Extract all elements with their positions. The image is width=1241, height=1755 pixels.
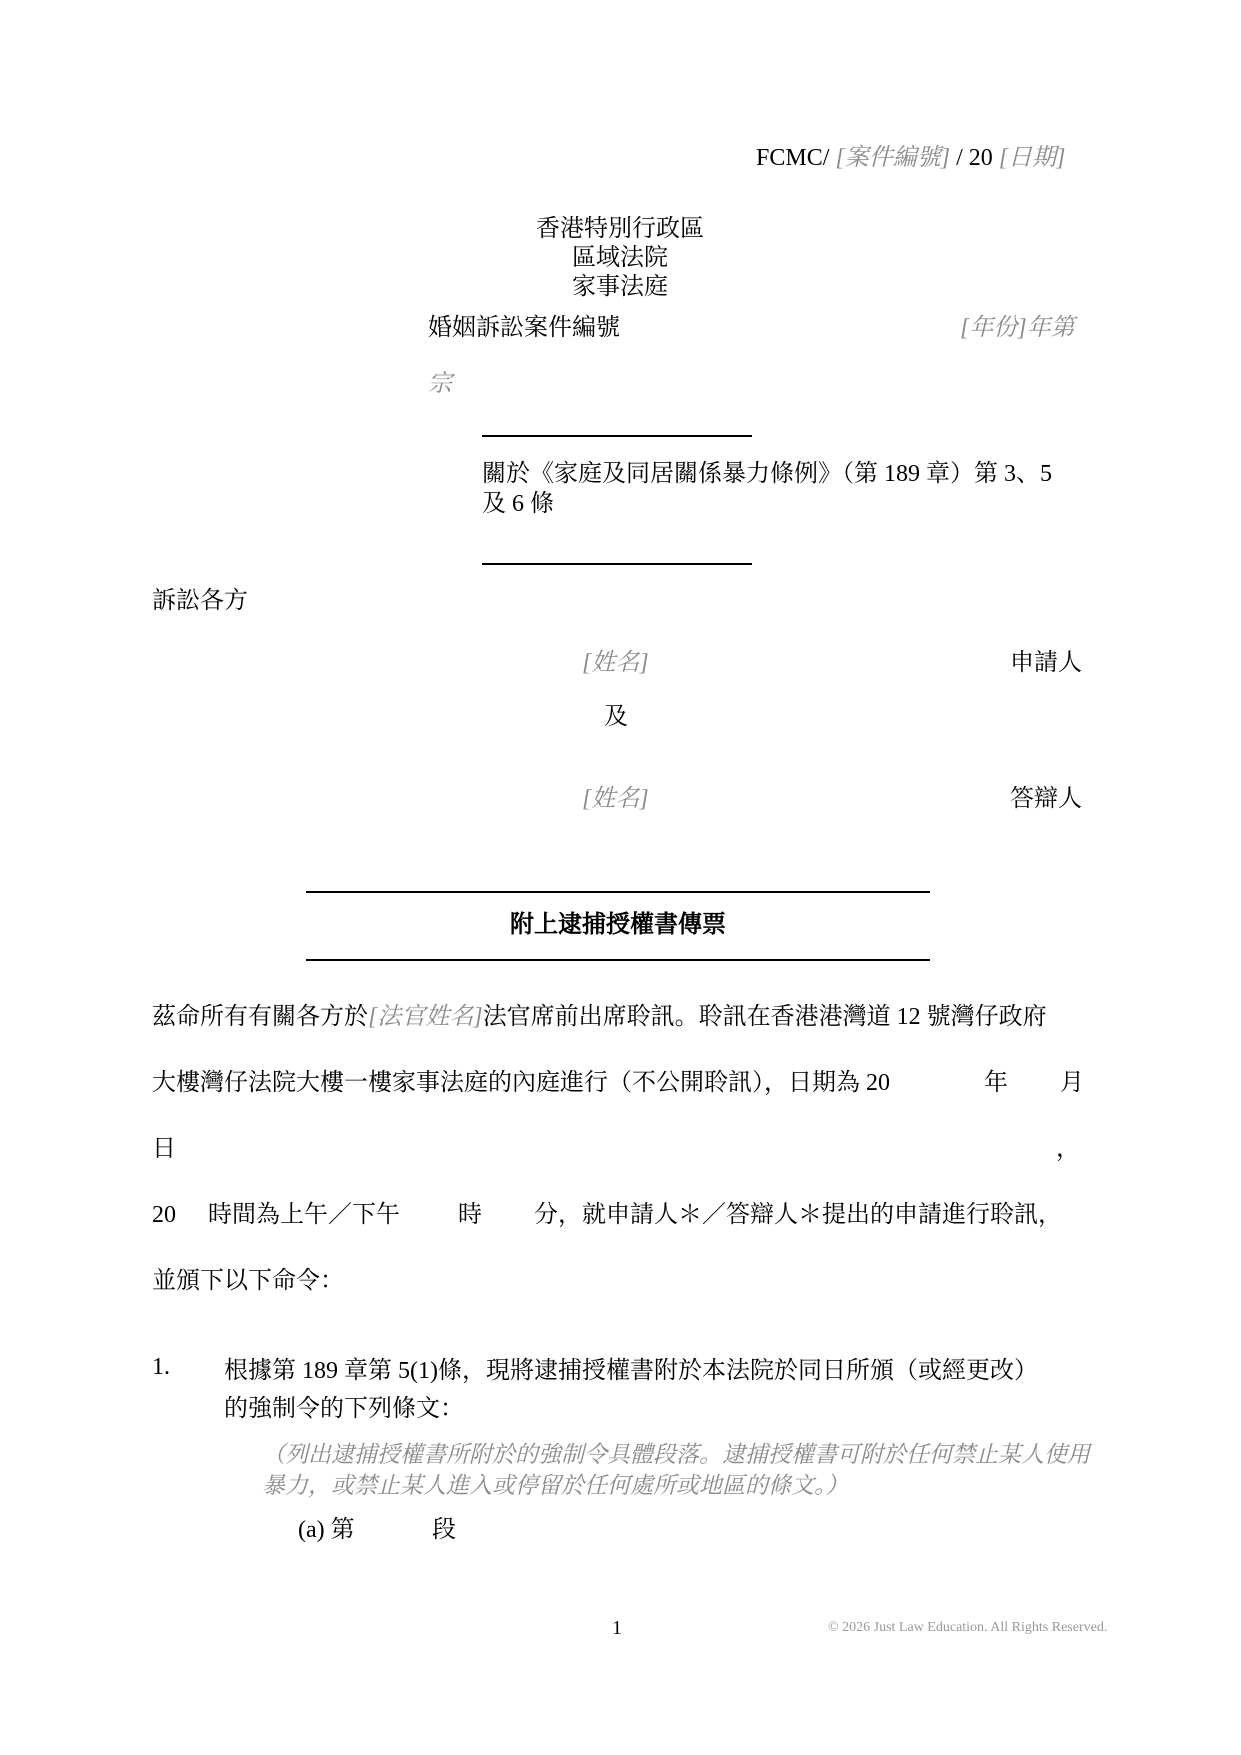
document-title: 附上逮捕授權書傳票 <box>510 912 726 938</box>
court-name: 區域法院 <box>572 245 668 271</box>
parties-and: 及 <box>604 704 628 730</box>
subject-block <box>482 459 1052 519</box>
body-line-4-rest: 分，就申請人＊／答辯人＊提出的申請進行聆訊， <box>534 1202 1062 1228</box>
body-day-label: 日 <box>152 1136 176 1162</box>
body-year-label: 年 <box>984 1070 1008 1096</box>
subject-bottom-rule <box>482 563 752 565</box>
sub-item-a-label: (a) 第 <box>298 1517 355 1543</box>
respondent-role: 答辯人 <box>1010 786 1082 812</box>
respondent-name-placeholder: [姓名] <box>582 786 649 812</box>
page-number: 1 <box>612 1617 622 1639</box>
body-hour-label: 時 <box>458 1202 482 1228</box>
case-year-separator: / 20 <box>956 145 993 171</box>
subject-line-2: 及 6 條 <box>482 491 554 517</box>
year-placeholder: [年份] <box>960 315 1027 341</box>
copyright-notice: © 2026 Just Law Education. All Rights Reserved. <box>828 1620 1108 1635</box>
note-line-2: 暴力，或禁止某人進入或停留於任何處所或地區的條文。） <box>262 1473 849 1498</box>
body-line-1 <box>152 1002 1047 1032</box>
title-bottom-rule <box>306 959 930 961</box>
body-line-2: 大樓灣仔法院大樓一樓家事法庭的內庭進行（不公開聆訊），日期為 20 <box>152 1070 890 1096</box>
title-top-rule <box>306 891 930 893</box>
applicant-name-placeholder: [姓名] <box>582 650 649 676</box>
matrimonial-case-year <box>960 313 1075 343</box>
case-reference <box>756 143 1065 173</box>
item-1-line-2: 的強制令的下列條文： <box>224 1396 464 1422</box>
note-line-1: （列出逮捕授權書所附於的強制令具體段落。逮捕授權書可附於任何禁止某人使用 <box>262 1442 1090 1467</box>
item-1-number: 1. <box>152 1354 170 1380</box>
item-1-text <box>224 1352 1038 1428</box>
applicant-role: 申請人 <box>1010 650 1082 676</box>
sub-item-a-end: 段 <box>432 1517 456 1543</box>
body-line-5: 並頒下以下命令： <box>152 1268 344 1294</box>
year-suffix: 年第 <box>1026 315 1075 341</box>
body-time-label: 時間為上午／下午 <box>208 1202 400 1228</box>
case-prefix: FCMC/ <box>756 145 830 171</box>
subject-top-rule <box>482 435 752 437</box>
body-line-4-20: 20 <box>152 1202 176 1228</box>
body-line-3-comma: ， <box>1056 1136 1080 1162</box>
parties-heading: 訴訟各方 <box>152 588 248 614</box>
body-month-label: 月 <box>1060 1070 1084 1096</box>
body-line-1-end: 法官席前出席聆訊。聆訊在香港港灣道 12 號灣仔政府 <box>482 1004 1047 1030</box>
court-division: 家事法庭 <box>572 274 668 300</box>
court-heading <box>520 215 720 302</box>
matrimonial-case-suffix: 宗 <box>428 371 452 397</box>
subject-line-1: 關於《家庭及同居關係暴力條例》（第 189 章）第 3、5 <box>482 461 1052 487</box>
case-number-placeholder: [案件編號] <box>835 145 951 171</box>
item-1-instruction-note <box>262 1439 1090 1501</box>
matrimonial-case-label: 婚姻訴訟案件編號 <box>428 315 620 341</box>
item-1-line-1: 根據第 189 章第 5(1)條，現將逮捕授權書附於本法院於同日所頒（或經更改） <box>224 1358 1038 1384</box>
judge-name-placeholder: [法官姓名] <box>368 1004 483 1030</box>
court-region: 香港特別行政區 <box>536 216 704 242</box>
case-date-placeholder: [日期] <box>998 145 1066 171</box>
body-line-1-start: 茲命所有有關各方於 <box>152 1004 368 1030</box>
